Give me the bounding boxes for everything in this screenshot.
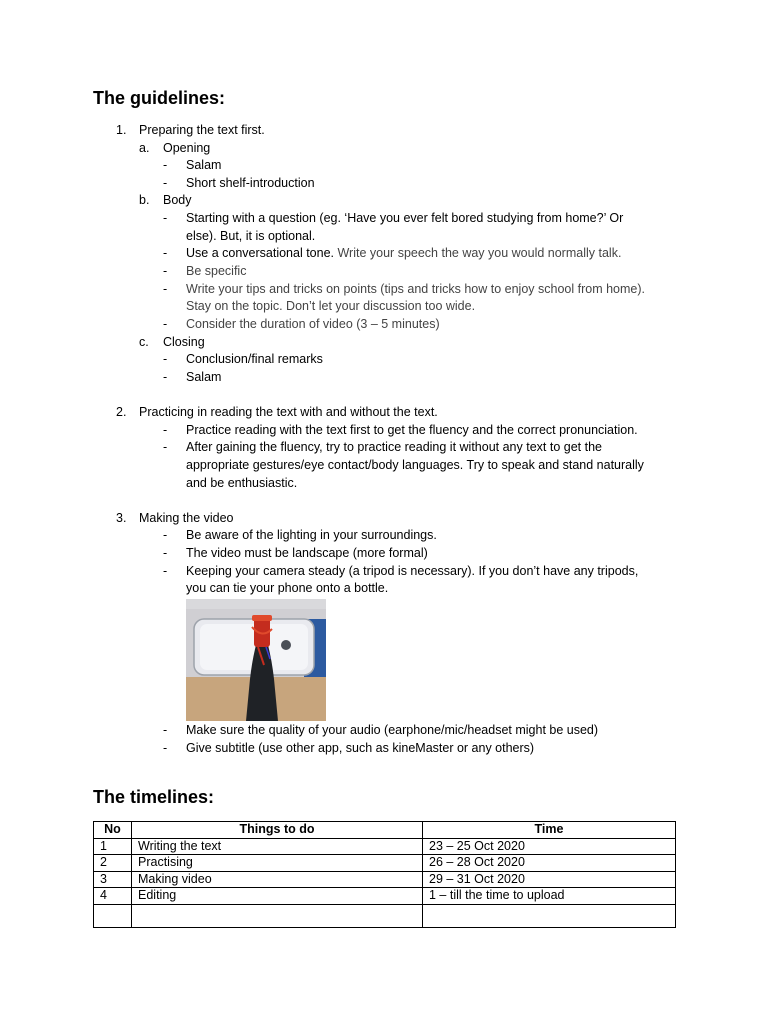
- cell-time: 23 – 25 Oct 2020: [423, 838, 676, 855]
- cell-no: 4: [94, 888, 132, 905]
- dash: -: [163, 158, 168, 172]
- cell-empty: [423, 904, 676, 927]
- guidelines-heading: The guidelines:: [93, 88, 226, 108]
- cell-no: 2: [94, 855, 132, 872]
- list-number: 2.: [116, 405, 127, 419]
- list-item: Be specific: [186, 264, 247, 278]
- list-item: Be aware of the lighting in your surroundings.: [186, 528, 437, 542]
- list-item: Keeping your camera steady (a tripod is necessary). If you don’t have any tripods,: [186, 564, 639, 578]
- list-item: Starting with a question (eg. ‘Have you ever felt bored studying from home?’ Or: [186, 211, 624, 225]
- list-item: [186, 245, 621, 263]
- dash: -: [163, 440, 168, 454]
- sub-opening: Opening: [163, 141, 211, 155]
- list-letter: b.: [139, 193, 150, 207]
- dash: -: [163, 546, 168, 560]
- cell-task: Editing: [132, 888, 423, 905]
- dash: -: [163, 246, 168, 260]
- col-header-task: Things to do: [132, 822, 423, 839]
- cell-no: 3: [94, 871, 132, 888]
- timeline-table: [93, 821, 676, 928]
- list-item-part: Write your speech the way you would normally talk.: [334, 246, 622, 260]
- cell-task: Making video: [132, 871, 423, 888]
- list-item-cont: you can tie your phone onto a bottle.: [186, 581, 389, 595]
- sub-body: Body: [163, 193, 192, 207]
- section-3-text: Making the video: [139, 511, 234, 525]
- table-row: [94, 855, 676, 872]
- dash: -: [163, 317, 168, 331]
- list-number: 3.: [116, 511, 127, 525]
- list-item: Conclusion/final remarks: [186, 352, 323, 366]
- dash: -: [163, 528, 168, 542]
- dash: -: [163, 211, 168, 225]
- table-row-empty: [94, 904, 676, 927]
- list-item: Practice reading with the text first to get the fluency and the correct pronunciation.: [186, 423, 638, 437]
- list-item: Short shelf-introduction: [186, 176, 315, 190]
- phone-bottle-illustration: [186, 599, 326, 721]
- dash: -: [163, 176, 168, 190]
- list-item: Salam: [186, 370, 222, 384]
- list-item-cont: and be enthusiastic.: [186, 476, 298, 490]
- cell-task: Writing the text: [132, 838, 423, 855]
- table-row: [94, 838, 676, 855]
- list-item: The video must be landscape (more formal): [186, 546, 428, 560]
- list-item-cont: Stay on the topic. Don’t let your discussion too wide.: [186, 299, 476, 313]
- cell-time: 1 – till the time to upload: [423, 888, 676, 905]
- list-item: Give subtitle (use other app, such as kineMaster or any others): [186, 741, 535, 755]
- phone-on-bottle-photo: [186, 599, 326, 721]
- section-1-text: Preparing the text first.: [139, 123, 265, 137]
- list-item-cont: appropriate gestures/eye contact/body languages. Try to speak and stand naturally: [186, 458, 644, 472]
- list-item: Consider the duration of video (3 – 5 minutes): [186, 317, 440, 331]
- table-row: [94, 888, 676, 905]
- section-2-text: Practicing in reading the text with and without the text.: [139, 405, 438, 419]
- dash: -: [163, 423, 168, 437]
- list-item-cont: else). But, it is optional.: [186, 229, 316, 243]
- dash: -: [163, 741, 168, 755]
- cell-task: Practising: [132, 855, 423, 872]
- dash: -: [163, 264, 168, 278]
- cell-no: 1: [94, 838, 132, 855]
- table-row: [94, 871, 676, 888]
- cell-empty: [132, 904, 423, 927]
- dash: -: [163, 370, 168, 384]
- col-header-time: Time: [423, 822, 676, 839]
- cell-empty: [94, 904, 132, 927]
- cell-time: 29 – 31 Oct 2020: [423, 871, 676, 888]
- col-header-no: No: [94, 822, 132, 839]
- table-header-row: [94, 822, 676, 839]
- list-letter: c.: [139, 335, 149, 349]
- dash: -: [163, 564, 168, 578]
- list-item: Write your tips and tricks on points (tips and tricks how to enjoy school from home).: [186, 282, 645, 296]
- list-letter: a.: [139, 141, 150, 155]
- cell-time: 26 – 28 Oct 2020: [423, 855, 676, 872]
- sub-closing: Closing: [163, 335, 205, 349]
- timelines-heading: The timelines:: [93, 787, 215, 807]
- list-item: Salam: [186, 158, 222, 172]
- dash: -: [163, 282, 168, 296]
- list-item-part: Use a conversational tone.: [186, 246, 335, 260]
- dash: -: [163, 723, 168, 737]
- list-item: Make sure the quality of your audio (earphone/mic/headset might be used): [186, 723, 599, 737]
- dash: -: [163, 352, 168, 366]
- list-number: 1.: [116, 123, 127, 137]
- list-item: After gaining the fluency, try to practice reading it without any text to get the: [186, 440, 602, 454]
